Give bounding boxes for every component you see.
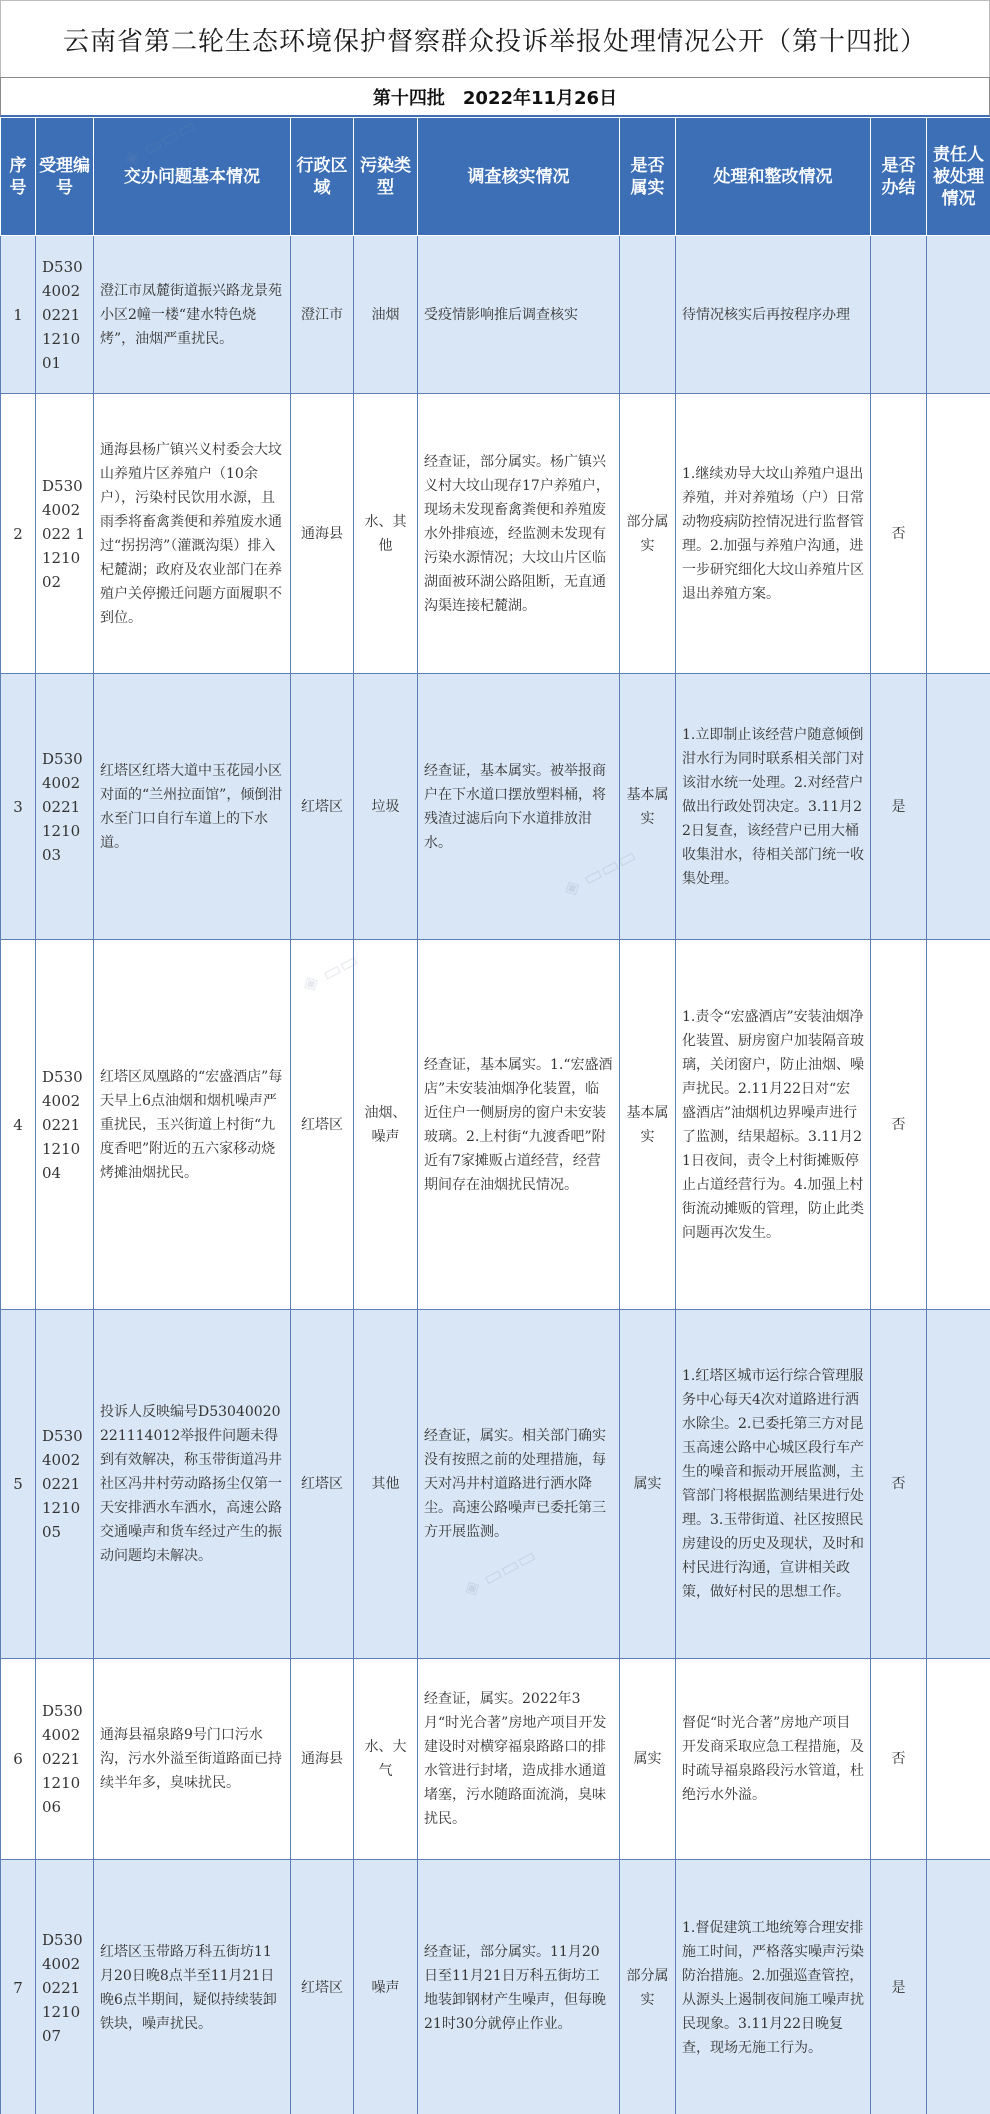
cell-seq: 5 [1, 1310, 36, 1659]
cell-investigation: 受疫情影响推后调查核实 [418, 236, 620, 394]
cell-code: D53040020221121003 [36, 674, 94, 940]
table-row [1, 940, 990, 1310]
cell-type: 水、大气 [354, 1659, 418, 1860]
header-investigation: 调查核实情况 [418, 118, 620, 236]
cell-issue: 通海县福泉路9号门口污水沟，污水外溢至街道路面已持续半年多，臭味扰民。 [94, 1659, 291, 1860]
cell-type: 油烟、噪声 [354, 940, 418, 1310]
table-row [1, 1860, 990, 2114]
cell-investigation: 经查证，基本属实。1.“宏盛酒店”未安装油烟净化装置，临近住户一侧厨房的窗户未安装玻璃。2.上村街“九渡香吧”附近有7家摊贩占道经营，经营期间存在油烟扰民情况。 [418, 940, 620, 1310]
page-title: 云南省第二轮生态环境保护督察群众投诉举报处理情况公开（第十四批） [0, 0, 990, 77]
cell-region: 澄江市 [291, 236, 354, 394]
cell-handling: 1.督促建筑工地统筹合理安排施工时间，严格落实噪声污染防治措施。2.加强巡查管控，从源头上遏制夜间施工噪声扰民现象。3.11月22日晚复查，现场无施工行为。 [676, 1860, 871, 2114]
cell-investigation: 经查证，属实。相关部门确实没有按照之前的处理措施，每天对冯井村道路进行洒水降尘。高速公路噪声已委托第三方开展监测。 [418, 1310, 620, 1659]
cell-verified: 属实 [620, 1310, 676, 1659]
cell-investigation: 经查证，部分属实。杨广镇兴义村大坟山现存17户养殖户，现场未发现畜禽粪便和养殖废水外排痕迹，经监测未发现有污染水源情况；大坟山片区临湖面被环湖公路阻断，无直通沟渠连接杞麓湖。 [418, 394, 620, 674]
cell-verified: 属实 [620, 1659, 676, 1860]
cell-type: 油烟 [354, 236, 418, 394]
cell-issue: 投诉人反映编号D53040020221114012举报件问题未得到有效解决，称玉带街道冯井社区冯井村劳动路扬尘仅第一天安排洒水车洒水，高速公路交通噪声和货车经过产生的振动问题均未解决。 [94, 1310, 291, 1659]
cell-verified: 部分属实 [620, 394, 676, 674]
cell-region: 红塔区 [291, 1310, 354, 1659]
cell-verified: 基本属实 [620, 674, 676, 940]
table-row [1, 1310, 990, 1659]
cell-accountability [927, 940, 990, 1310]
cell-type: 垃圾 [354, 674, 418, 940]
header-type: 污染类型 [354, 118, 418, 236]
cell-accountability [927, 394, 990, 674]
cell-region: 红塔区 [291, 674, 354, 940]
cell-investigation: 经查证，基本属实。被举报商户在下水道口摆放塑料桶，将残渣过滤后向下水道排放泔水。 [418, 674, 620, 940]
cell-seq: 7 [1, 1860, 36, 2114]
cell-accountability [927, 1659, 990, 1860]
cell-closed: 否 [871, 1659, 927, 1860]
header-handling: 处理和整改情况 [676, 118, 871, 236]
cell-handling: 待情况核实后再按程序办理 [676, 236, 871, 394]
cell-code: D5304002022 1121002 [36, 394, 94, 674]
cell-investigation: 经查证，属实。2022年3月“时光合著”房地产项目开发建设时对横穿福泉路路口的排水管进行封堵，造成排水通道堵塞，污水随路面流淌，臭味扰民。 [418, 1659, 620, 1860]
cell-type: 水、其他 [354, 394, 418, 674]
cell-accountability [927, 1860, 990, 2114]
cell-handling: 1.红塔区城市运行综合管理服务中心每天4次对道路进行洒水除尘。2.已委托第三方对昆玉高速公路中心城区段行车产生的噪音和振动开展监测，主管部门将根据监测结果进行处理。3.玉带街道、社区按照民房建设的历史及现状，及时和村民进行沟通，宣讲相关政策，做好村民的思想工作。 [676, 1310, 871, 1659]
cell-issue: 红塔区红塔大道中玉花园小区对面的“兰州拉面馆”，倾倒泔水至门口自行车道上的下水道。 [94, 674, 291, 940]
table-row [1, 394, 990, 674]
table-header-row [1, 118, 990, 236]
cell-accountability [927, 236, 990, 394]
cell-type: 噪声 [354, 1860, 418, 2114]
cell-seq: 6 [1, 1659, 36, 1860]
cell-code: D53040020221121004 [36, 940, 94, 1310]
cell-handling: 1.继续劝导大坟山养殖户退出养殖，并对养殖场（户）日常动物疫病防控情况进行监督管理。2.加强与养殖户沟通，进一步研究细化大坟山养殖片区退出养殖方案。 [676, 394, 871, 674]
header-seq: 序号 [1, 118, 36, 236]
cell-issue: 红塔区玉带路万科五街坊11月20日晚8点半至11月21日晚6点半期间，疑似持续装卸铁块，噪声扰民。 [94, 1860, 291, 2114]
cell-seq: 3 [1, 674, 36, 940]
cell-verified: 部分属实 [620, 1860, 676, 2114]
header-closed: 是否办结 [871, 118, 927, 236]
cell-issue: 澄江市凤麓街道振兴路龙景苑小区2幢一楼“建水特色烧烤”，油烟严重扰民。 [94, 236, 291, 394]
cell-accountability [927, 674, 990, 940]
cell-code: D53040020221121007 [36, 1860, 94, 2114]
cell-closed: 否 [871, 394, 927, 674]
cell-code: D53040020221121006 [36, 1659, 94, 1860]
cell-handling: 1.立即制止该经营户随意倾倒泔水行为同时联系相关部门对该泔水统一处理。2.对经营户做出行政处罚决定。3.11月22日复查，该经营户已用大桶收集泔水，待相关部门统一收集处理。 [676, 674, 871, 940]
cell-type: 其他 [354, 1310, 418, 1659]
complaint-report-table [0, 117, 990, 2114]
cell-code: D53040020221121001 [36, 236, 94, 394]
batch-date-line: 第十四批 2022年11月26日 [0, 77, 990, 117]
cell-closed: 是 [871, 674, 927, 940]
cell-handling: 1.责令“宏盛酒店”安装油烟净化装置、厨房窗户加装隔音玻璃，关闭窗户，防止油烟、噪声扰民。2.11月22日对“宏盛酒店”油烟机边界噪声进行了监测，结果超标。3.11月21日夜间，责令上村街摊贩停止占道经营行为。4.加强上村街流动摊贩的管理，防止此类问题再次发生。 [676, 940, 871, 1310]
cell-region: 通海县 [291, 394, 354, 674]
cell-region: 通海县 [291, 1659, 354, 1860]
cell-seq: 4 [1, 940, 36, 1310]
header-accountability: 责任人被处理情况 [927, 118, 990, 236]
cell-region: 红塔区 [291, 1860, 354, 2114]
cell-closed: 否 [871, 940, 927, 1310]
cell-seq: 2 [1, 394, 36, 674]
header-issue: 交办问题基本情况 [94, 118, 291, 236]
cell-closed: 是 [871, 1860, 927, 2114]
table-row [1, 674, 990, 940]
cell-handling: 督促“时光合著”房地产项目开发商采取应急工程措施，及时疏导福泉路段污水管道，杜绝污水外溢。 [676, 1659, 871, 1860]
cell-region: 红塔区 [291, 940, 354, 1310]
cell-code: D53040020221121005 [36, 1310, 94, 1659]
cell-investigation: 经查证，部分属实。11月20日至11月21日万科五街坊工地装卸钢材产生噪声，但每晚21时30分就停止作业。 [418, 1860, 620, 2114]
cell-accountability [927, 1310, 990, 1659]
table-row [1, 236, 990, 394]
cell-verified [620, 236, 676, 394]
cell-issue: 通海县杨广镇兴义村委会大坟山养殖片区养殖户（10余户），污染村民饮用水源，且雨季将畜禽粪便和养殖废水通过“拐拐湾”（灌溉沟渠）排入杞麓湖；政府及农业部门在养殖户关停搬迁问题方面履职不到位。 [94, 394, 291, 674]
cell-closed [871, 236, 927, 394]
table-row [1, 1659, 990, 1860]
header-code: 受理编号 [36, 118, 94, 236]
header-region: 行政区域 [291, 118, 354, 236]
header-verified: 是否属实 [620, 118, 676, 236]
cell-closed: 否 [871, 1310, 927, 1659]
cell-seq: 1 [1, 236, 36, 394]
cell-verified: 基本属实 [620, 940, 676, 1310]
cell-issue: 红塔区凤凰路的“宏盛酒店”每天早上6点油烟和烟机噪声严重扰民，玉兴街道上村街“九度香吧”附近的五六家移动烧烤摊油烟扰民。 [94, 940, 291, 1310]
